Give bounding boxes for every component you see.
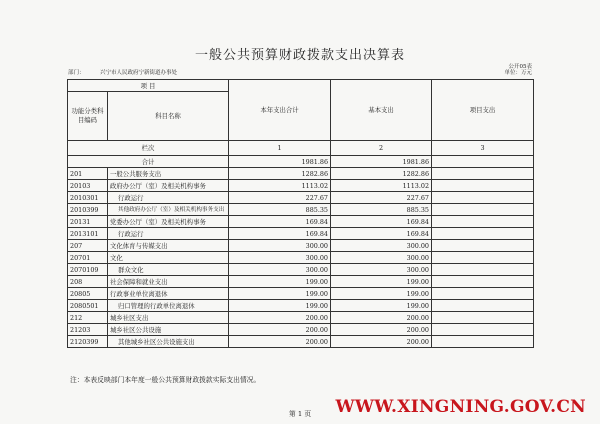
row-name: 城乡社区支出 xyxy=(108,312,229,324)
row-v1: 300.00 xyxy=(229,240,331,252)
row-code: 20103 xyxy=(68,180,108,192)
row-v1: 169.84 xyxy=(229,216,331,228)
table-row xyxy=(68,276,534,288)
table-row xyxy=(68,192,534,204)
expenditure-table xyxy=(67,79,534,348)
row-name: 群众文化 xyxy=(108,264,229,276)
col3-header: 项目支出 xyxy=(432,80,534,141)
total-v3 xyxy=(432,156,534,168)
footnote: 注：本表反映部门本年度一般公共预算财政拨款实际支出情况。 xyxy=(70,376,261,384)
row-code: 2013101 xyxy=(68,228,108,240)
row-name: 一般公共服务支出 xyxy=(108,168,229,180)
row-v2: 200.00 xyxy=(331,312,432,324)
page-title: 一般公共预算财政拨款支出决算表 xyxy=(194,48,405,63)
row-v2: 1282.86 xyxy=(331,168,432,180)
row-code: 2120399 xyxy=(68,336,108,348)
index-3: 3 xyxy=(432,141,534,156)
row-v1: 227.67 xyxy=(229,192,331,204)
row-code: 207 xyxy=(68,240,108,252)
row-v3 xyxy=(432,180,534,192)
row-v2: 199.00 xyxy=(331,276,432,288)
row-code: 201 xyxy=(68,168,108,180)
row-v2: 885.35 xyxy=(331,204,432,216)
code-column-header: 功能分类科目编码 xyxy=(68,92,108,141)
row-v1: 300.00 xyxy=(229,264,331,276)
row-v3 xyxy=(432,312,534,324)
row-code: 20131 xyxy=(68,216,108,228)
row-v1: 200.00 xyxy=(229,312,331,324)
total-v2: 1981.86 xyxy=(331,156,432,168)
row-v2: 200.00 xyxy=(331,336,432,348)
row-code: 21203 xyxy=(68,324,108,336)
col1-header: 本年支出合计 xyxy=(229,80,331,141)
row-v3 xyxy=(432,192,534,204)
row-code: 20805 xyxy=(68,288,108,300)
row-name: 归口管理的行政单位离退休 xyxy=(108,300,229,312)
table-row xyxy=(68,228,534,240)
project-header: 项 目 xyxy=(68,80,229,92)
row-v1: 199.00 xyxy=(229,276,331,288)
table-row xyxy=(68,264,534,276)
row-code: 2010301 xyxy=(68,192,108,204)
form-number: 公开05表 xyxy=(508,64,532,70)
row-v1: 200.00 xyxy=(229,324,331,336)
col2-header: 基本支出 xyxy=(331,80,432,141)
department-value: 兴宁市人民政府宁新街道办事处 xyxy=(100,70,178,76)
row-name: 其他政府办公厅（室）及相关机构事务支出 xyxy=(108,204,229,216)
row-v3 xyxy=(432,204,534,216)
row-v3 xyxy=(432,276,534,288)
total-row xyxy=(68,156,534,168)
table-row xyxy=(68,180,534,192)
row-v2: 300.00 xyxy=(331,264,432,276)
table-row xyxy=(68,240,534,252)
row-v3 xyxy=(432,168,534,180)
row-name: 其他城乡社区公共设施支出 xyxy=(108,336,229,348)
row-name: 行政事业单位离退休 xyxy=(108,288,229,300)
row-v3 xyxy=(432,324,534,336)
row-v2: 300.00 xyxy=(331,252,432,264)
row-v2: 227.67 xyxy=(331,192,432,204)
row-name: 党委办公厅（室）及相关机构事务 xyxy=(108,216,229,228)
table-row xyxy=(68,252,534,264)
department-label: 部门： xyxy=(68,70,85,76)
page-number: 第 1 页 xyxy=(288,410,312,418)
row-v3 xyxy=(432,264,534,276)
row-v3 xyxy=(432,336,534,348)
table-row xyxy=(68,300,534,312)
table-row xyxy=(68,324,534,336)
row-v1: 169.84 xyxy=(229,228,331,240)
row-name: 城乡社区公共设施 xyxy=(108,324,229,336)
row-name: 文化 xyxy=(108,252,229,264)
index-1: 1 xyxy=(229,141,331,156)
table-row xyxy=(68,204,534,216)
name-column-header: 科目名称 xyxy=(108,92,229,141)
row-code: 2070109 xyxy=(68,264,108,276)
row-v1: 199.00 xyxy=(229,288,331,300)
row-v2: 169.84 xyxy=(331,216,432,228)
row-v1: 300.00 xyxy=(229,252,331,264)
row-name: 政府办公厅（室）及相关机构事务 xyxy=(108,180,229,192)
table-row xyxy=(68,168,534,180)
row-name: 行政运行 xyxy=(108,192,229,204)
row-v3 xyxy=(432,252,534,264)
row-v2: 1113.02 xyxy=(331,180,432,192)
row-v1: 1282.86 xyxy=(229,168,331,180)
index-label: 栏次 xyxy=(68,141,229,156)
row-code: 208 xyxy=(68,276,108,288)
row-code: 212 xyxy=(68,312,108,324)
site-watermark: WWW.XINGNING.GOV.CN xyxy=(335,397,586,417)
header-row-project xyxy=(68,80,534,92)
row-name: 社会保障和就业支出 xyxy=(108,276,229,288)
row-v3 xyxy=(432,300,534,312)
unit-label: 单位：万元 xyxy=(504,70,532,76)
row-v2: 199.00 xyxy=(331,288,432,300)
row-v3 xyxy=(432,228,534,240)
row-v1: 1113.02 xyxy=(229,180,331,192)
total-label: 合计 xyxy=(68,156,229,168)
row-name: 文化体育与传媒支出 xyxy=(108,240,229,252)
row-name: 行政运行 xyxy=(108,228,229,240)
row-v2: 199.00 xyxy=(331,300,432,312)
table-row xyxy=(68,336,534,348)
row-v2: 169.84 xyxy=(331,228,432,240)
row-code: 20701 xyxy=(68,252,108,264)
row-v3 xyxy=(432,288,534,300)
row-code: 2080501 xyxy=(68,300,108,312)
table-row xyxy=(68,216,534,228)
row-v1: 885.35 xyxy=(229,204,331,216)
row-v3 xyxy=(432,240,534,252)
index-2: 2 xyxy=(331,141,432,156)
row-code: 2010399 xyxy=(68,204,108,216)
index-row xyxy=(68,141,534,156)
row-v2: 300.00 xyxy=(331,240,432,252)
row-v1: 199.00 xyxy=(229,300,331,312)
row-v2: 200.00 xyxy=(331,324,432,336)
total-v1: 1981.86 xyxy=(229,156,331,168)
table-row xyxy=(68,312,534,324)
table-row xyxy=(68,288,534,300)
row-v3 xyxy=(432,216,534,228)
row-v1: 200.00 xyxy=(229,336,331,348)
